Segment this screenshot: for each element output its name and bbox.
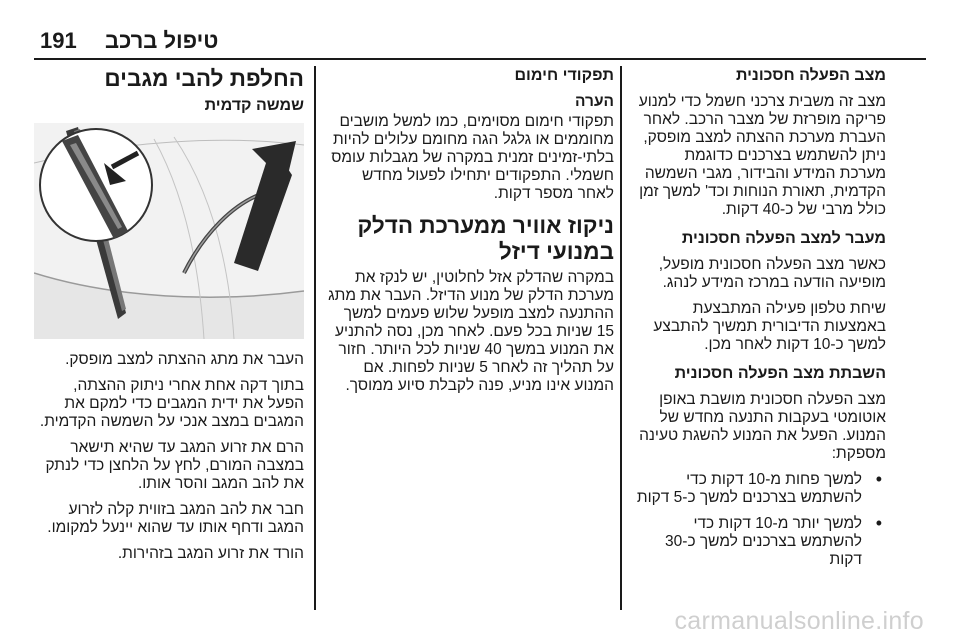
economy-mode-intro: מצב זה משבית צרכני חשמל כדי למנוע פריקה מופרזת של מצבר הרכב. לאחר העברת מערכת ההצתה למצב מופסק, ניתן להשתמש בצרכנים כדוגמת מערכת המידע והבידור, מגבי השמשה הקדמית, תאורת הנוחות וכד' למשך זמן כולל מרבי של כ-40 דקות. — [638, 93, 886, 218]
column-divider-right — [620, 66, 622, 610]
switch-economy-text-2: שיחת טלפון פעילה המתבצעת באמצעות הדיבורית תמשיך להתבצע למשך כ-10 דקות לאחר מכן. — [653, 300, 886, 353]
column-divider-left — [314, 66, 316, 610]
chapter-title: טיפול ברכב — [105, 28, 219, 53]
wiper-step: בתוך דקה אחת אחרי ניתוק ההצתה, הפעל את ידית המגבים כדי למקם את המגבים במצב אנכי על השמשה הקדמית. — [39, 377, 304, 430]
exit-economy-text: מצב הפעלה חסכונית מושבת באופן אוטומטי בעקבות התנעה מחדש של המנוע. הפעל את המנוע להשגת טעינה מספקת: — [639, 391, 886, 462]
bullet-item: • למשך פחות מ-10 דקות כדי להשתמש בצרכנים למשך כ-5 דקות — [634, 471, 886, 507]
page-number: 191 — [40, 28, 77, 53]
wiper-replacement-steps — [34, 351, 304, 563]
watermark: carmanualsonline.info — [674, 607, 924, 635]
fuel-bleeding-text: במקרה שהדלק אזל לחלוטין, יש לנקז את מערכת הדלק של מנוע הדיזל. העבר את מתג ההתנעה למצב מופעל שלוש פעמים למשך 15 שניות בכל פעם. לאחר מכן, נסה להתניע את המנוע במשך 40 שניות לכל היותר. חזור על תהליך זה לאחר 5 שניות לפחות. אם המנוע אינו מניע, פנה לקבלת סיוע ממוסך. — [328, 269, 614, 394]
note-title: הערה — [575, 93, 614, 110]
charging-bullet-list — [634, 471, 886, 569]
wiper-blade-illustration — [34, 123, 304, 339]
heating-functions-heading: תפקודי חימום — [514, 67, 614, 84]
right-column — [634, 66, 886, 577]
wiper-step: הרם את זרוע המגב עד שהיא תישאר במצבה המורם, לחץ על הלחצן כדי לנתק את להב המגב והסר אותו. — [45, 439, 304, 492]
middle-column — [328, 66, 614, 403]
switch-economy-text-1: כאשר מצב הפעלה חסכונית מופעל, מופיעה הודעה במרכז המידע לנהג. — [658, 256, 886, 291]
wiper-blade-heading: החלפת להבי מגבים — [104, 66, 304, 91]
header-rule — [34, 58, 926, 60]
windscreen-subheading: שמשה קדמית — [204, 97, 304, 114]
wiper-step: הורד את זרוע המגב בזהירות. — [117, 545, 304, 562]
bullet-item: • למשך יותר מ-10 דקות כדי להשתמש בצרכנים למשך כ-30 דקות — [634, 515, 886, 569]
exit-economy-heading: השבתת מצב הפעלה חסכונית — [674, 365, 886, 382]
detail-inset-circle — [40, 129, 152, 241]
wiper-step: העבר את מתג ההצתה למצב מופסק. — [65, 351, 304, 368]
wiper-step: חבר את להב המגב בזווית קלה לזרוע המגב ודחף אותו עד שהוא יינעל למקומו. — [47, 501, 304, 536]
economy-mode-heading: מצב הפעלה חסכונית — [735, 67, 886, 84]
left-column — [34, 66, 304, 571]
switch-economy-heading: מעבר למצב הפעלה חסכונית — [681, 230, 886, 247]
fuel-bleeding-heading: ניקוז אוויר ממערכת הדלק במנועי דיזל — [357, 213, 614, 264]
note-text: תפקודי חימום מסוימים, כמו למשל מושבים מחוממים או גלגל הגה מחומם עלולים להיות בלתי-זמינים זמנית במקרה של מגבלות עומס חשמלי. התפקודים יתחילו לפעול מחדש לאחר מספר דקות. — [331, 113, 614, 202]
